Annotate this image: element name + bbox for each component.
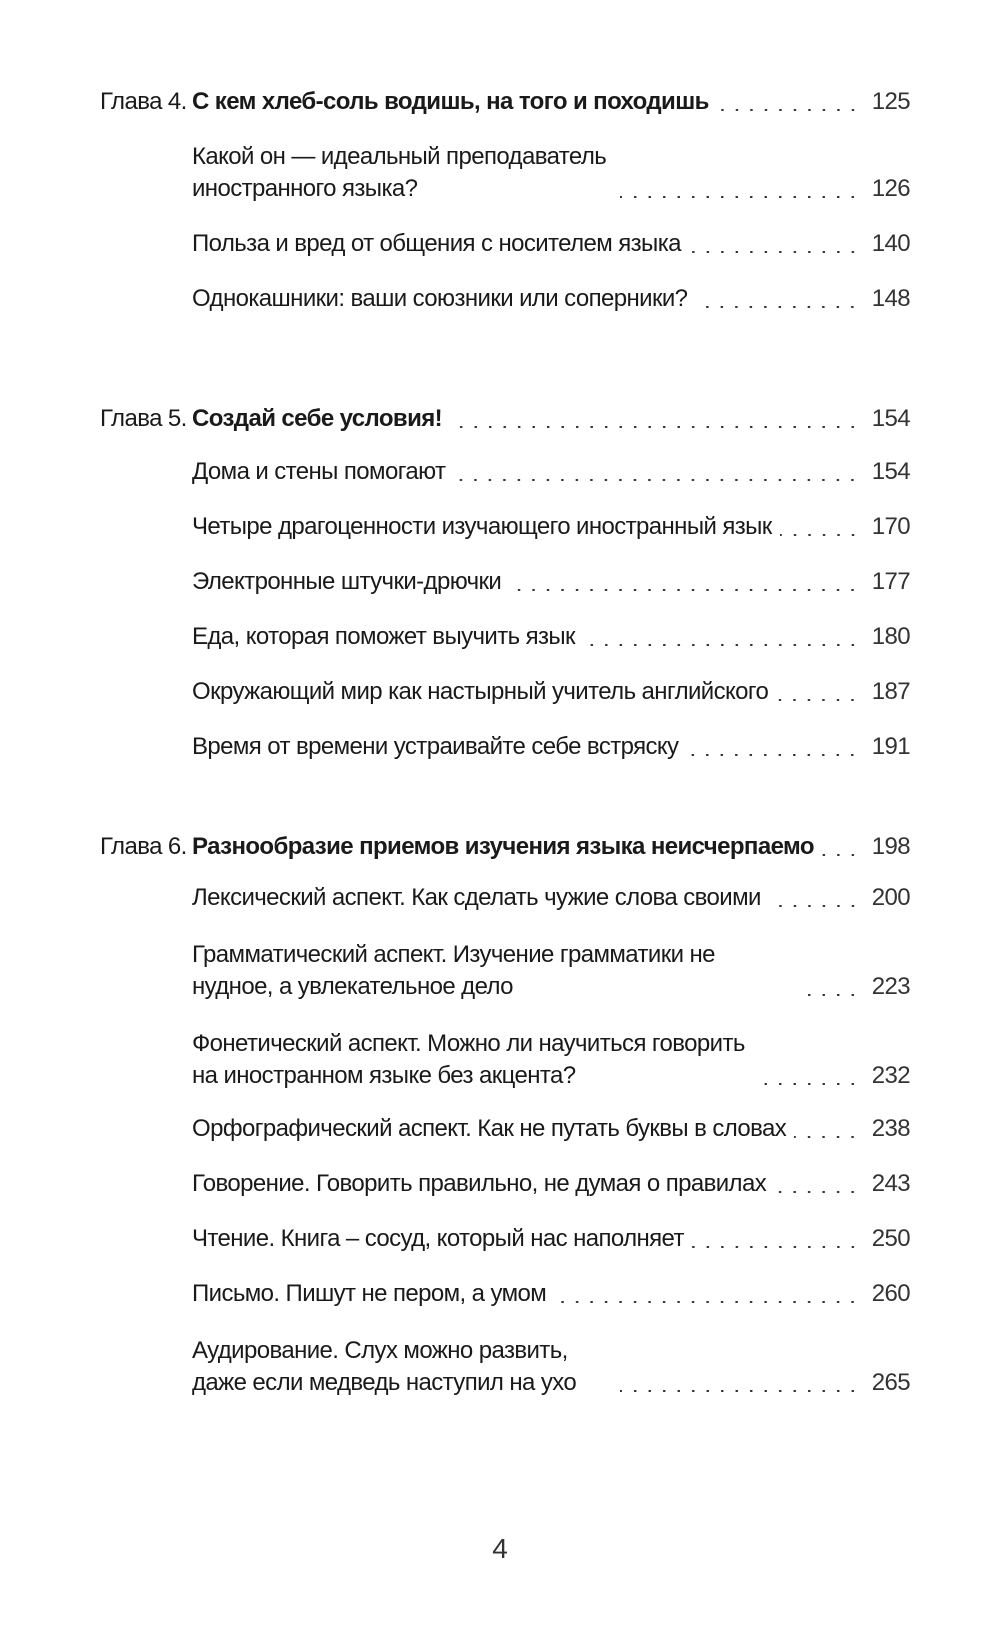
section-row xyxy=(100,509,910,543)
section-row xyxy=(100,454,910,488)
section-title[interactable]: Какой он — идеальный преподаватель иностранного языка? xyxy=(192,143,607,202)
dot-leader xyxy=(453,479,860,481)
chapter-heading-row xyxy=(100,395,910,435)
page-ref: 260 xyxy=(871,1280,910,1307)
section-title[interactable]: Грамматический аспект. Изучение грамматики не нудное, а увлекательное дело xyxy=(192,941,715,1000)
dot-leader xyxy=(686,754,860,756)
page-ref: 232 xyxy=(871,1062,910,1089)
page-ref: 187 xyxy=(871,678,910,705)
section-row xyxy=(100,1022,910,1092)
page-ref: 191 xyxy=(871,733,910,760)
page-ref: 223 xyxy=(871,973,910,1000)
dot-leader xyxy=(689,251,860,253)
dot-leader xyxy=(692,1246,860,1248)
page-ref: 180 xyxy=(871,623,910,650)
dot-leader xyxy=(780,534,860,536)
section-title[interactable]: Письмо. Пишут не пером, а умом xyxy=(192,1280,547,1307)
dot-leader xyxy=(620,1390,860,1392)
chapter-6 xyxy=(100,823,910,1399)
chapter-title[interactable]: Разнообразие приемов изучения языка неисчерпаемо xyxy=(192,833,814,860)
section-row xyxy=(100,135,910,205)
section-row xyxy=(100,1111,910,1145)
dot-leader xyxy=(695,306,860,308)
section-title[interactable]: Говорение. Говорить правильно, не думая о правилах xyxy=(192,1170,767,1197)
page-ref: 198 xyxy=(871,833,910,860)
section-row xyxy=(100,933,910,1003)
chapter-title[interactable]: С кем хлеб-соль водишь, на того и походишь xyxy=(192,88,709,115)
page-ref: 250 xyxy=(871,1225,910,1252)
section-title[interactable]: Аудирование. Слух можно развить, даже если медведь наступил на ухо xyxy=(192,1337,577,1396)
page-ref: 154 xyxy=(871,405,910,432)
dot-leader xyxy=(509,589,860,591)
section-title[interactable]: Фонетический аспект. Можно ли научиться говорить на иностранном языке без акцента? xyxy=(192,1030,745,1089)
dot-leader xyxy=(583,644,860,646)
dot-leader xyxy=(554,1301,860,1303)
section-row xyxy=(100,1276,910,1310)
section-row xyxy=(100,564,910,598)
page-ref: 126 xyxy=(871,175,910,202)
page-ref: 148 xyxy=(871,285,910,312)
dot-leader xyxy=(794,1136,860,1138)
section-title[interactable]: Лексический аспект. Как сделать чужие слова своими xyxy=(192,884,761,911)
section-title[interactable]: Окружающий мир как настырный учитель английского xyxy=(192,678,769,705)
page-ref: 243 xyxy=(871,1170,910,1197)
chapter-label: Глава 5. xyxy=(100,405,187,432)
page-ref: 265 xyxy=(871,1369,910,1396)
page-ref: 125 xyxy=(871,88,910,115)
dot-leader xyxy=(774,1191,860,1193)
section-row xyxy=(100,1221,910,1255)
dot-leader xyxy=(800,994,860,996)
section-row xyxy=(100,729,910,763)
section-title[interactable]: Четыре драгоценности изучающего иностранный язык xyxy=(192,513,772,540)
section-title[interactable]: Чтение. Книга – сосуд, который нас наполняет xyxy=(192,1225,684,1252)
dot-leader xyxy=(450,426,860,428)
page-ref: 200 xyxy=(871,884,910,911)
section-title[interactable]: Еда, которая поможет выучить язык xyxy=(192,623,575,650)
dot-leader xyxy=(776,699,860,701)
page-ref: 154 xyxy=(871,458,910,485)
chapter-heading-row xyxy=(100,823,910,863)
dot-leader xyxy=(760,1083,860,1085)
section-title[interactable]: Дома и стены помогают xyxy=(192,458,446,485)
chapter-label: Глава 4. xyxy=(100,88,187,115)
chapter-4 xyxy=(100,78,910,315)
section-row xyxy=(100,674,910,708)
page-ref: 170 xyxy=(871,513,910,540)
chapter-label: Глава 6. xyxy=(100,833,187,860)
section-title[interactable]: Орфографический аспект. Как не путать буквы в словах xyxy=(192,1115,787,1142)
section-title[interactable]: Время от времени устраивайте себе встряску xyxy=(192,733,679,760)
section-row xyxy=(100,880,910,914)
dot-leader xyxy=(620,196,860,198)
section-row xyxy=(100,1166,910,1200)
chapter-heading-row xyxy=(100,78,910,118)
section-title[interactable]: Электронные штучки-дрючки xyxy=(192,568,502,595)
page-number: 4 xyxy=(492,1533,508,1564)
page-ref: 238 xyxy=(871,1115,910,1142)
section-row xyxy=(100,226,910,260)
page-ref: 140 xyxy=(871,230,910,257)
section-row xyxy=(100,619,910,653)
section-title[interactable]: Польза и вред от общения с носителем языка xyxy=(192,230,681,257)
chapter-5 xyxy=(100,395,910,763)
dot-leader xyxy=(769,905,860,907)
page-ref: 177 xyxy=(871,568,910,595)
dot-leader xyxy=(717,109,860,111)
section-row xyxy=(100,1329,910,1399)
dot-leader xyxy=(822,854,860,856)
section-title[interactable]: Однокашники: ваши союзники или соперники? xyxy=(192,285,688,312)
section-row xyxy=(100,281,910,315)
chapter-title[interactable]: Создай себе условия! xyxy=(192,405,443,432)
